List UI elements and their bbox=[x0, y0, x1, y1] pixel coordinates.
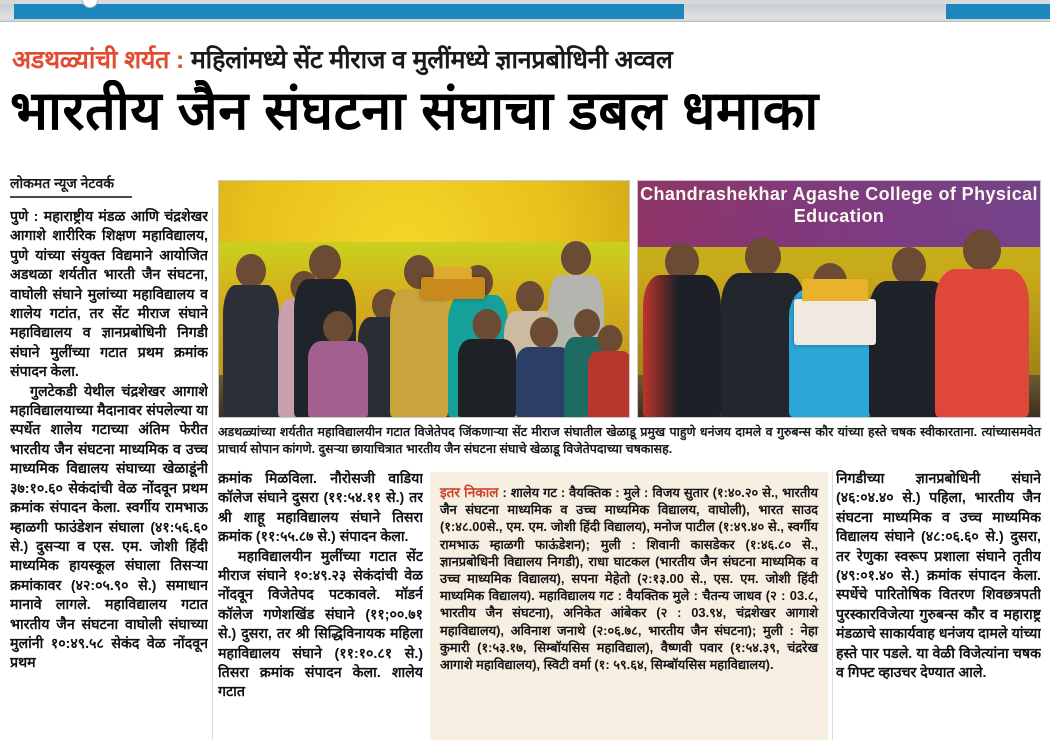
byline-rule bbox=[10, 196, 132, 198]
person-figure bbox=[457, 309, 517, 417]
photo-winning-team-with-trophy bbox=[637, 180, 1041, 418]
other-results-body: : शालेय गट : वैयक्तिक : मुले : विजय सुतार (१:४०.२० से., भारतीय जैन संघटना माध्यमिक व उच्च माध्यमिक विद्यालय, वाघोली), भारत साउद (१:४८.00से., एम. एम. जोशी हिंदी विद्यालय), मनोज पाटील (१:४९.४० से., स्वर्गीय रामभाऊ म्हाळगी फाऊंडेशन); मुली : शिवानी कासडेकर (१:४६.८० से., ज्ञानप्रबोधिनी विद्यालय निगडी), राधा घाटकल (भारतीय जैन संघटना माध्यमिक व उच्च माध्यमिक विद्यालय), सपना मेहेतो (२:१३.00 से., एस. एम. जोशी हिंदी माध्यमिक विद्यालय). महाविद्यालय गट : वैयक्तिक मुले : चैतन्य जाधव (२ : 03.८, भारतीय जैन संघटना), अनिकेत आंबेकर (२ : 03.९४, चंद्रशेखर आगाशे महाविद्यालय), अविनाश जनाथे (२:०६.७८, भारतीय जैन संघटना); मुली : नेहा कुमारी (१:५३.१७, सिम्बॉयसिस महाविद्याल), वैष्णवी पवार (१:५४.३९, चंद्ररेख आगाशे महाविद्यालय), स्विटी वर्मा (१: ५९.६४, सिम्बॉयसिस महाविद्यालय). bbox=[440, 485, 818, 673]
trophy-icon bbox=[421, 277, 485, 299]
paragraph: महाविद्यालयीन मुलींच्या गटात सेंट मीराज संघाने १०:४९.२३ सेकंदांची वेळ नोंदवून विजेतेपद पटकावले. मॉडर्न कॉलेज गणेशखिंड संघाने (११;००.७१ से.) दुसरा, तर श्री सिद्धिविनायक महिला महाविद्यालय संघाने (११:१०.८१ से.) तिसरा क्रमांक संपादन केला. शालेय गटात bbox=[218, 548, 423, 701]
article-column-1 bbox=[10, 208, 208, 740]
person-figure bbox=[223, 252, 279, 417]
paragraph: गुलटेकडी येथील चंद्रशेखर आगाशे महाविद्यालयाच्या मैदानावर संपलेल्या या स्पर्धेत शालेय गटाच्या अंतिम फेरीत भारतीय जैन संघटना माध्यमिक व उच्च माध्यमिक विद्यालय संघाच्या खेळाडूंनी ३७:१०.६० सेकंदांची वेळ नोंदवून प्रथम क्रमांक संपादन केला. स्वर्गीय रामभाऊ म्हाळगी फाउंडेशन संघाला (४१:५६.६० से.) दुसऱ्या व एस. एम. जोशी हिंदी माध्यमिक हायस्कूल संघाला तिसऱ्या क्रमांकावर (४२:०५.९० से.) समाधान मानावे लागले. महाविद्यालय गटात भारतीय जैन संघटना वाघोली संघाच्या मुलांनी १०:४९.५८ सेकंद वेळ नोंदवून प्रथम bbox=[10, 383, 208, 672]
article-column-4 bbox=[836, 470, 1041, 740]
page-headline: भारतीय जैन संघटना संघाचा डबल धमाका bbox=[10, 81, 819, 141]
scrollbar-thumb[interactable] bbox=[14, 4, 684, 19]
paragraph: पुणे : महाराष्ट्रीय मंडळ आणि चंद्रशेखर आगाशे शारीरिक शिक्षण महाविद्यालय, पुणे यांच्या संयुक्त विद्यमाने आयोजित अडथळा शर्यतीत भारती जैन संघटना, वाघोली संघाने मुलांच्या महाविद्यालय व शालेय गटांत, तर सेंट मीराज संघाने महाविद्यालय व ज्ञानप्रबोधिनी निगडी संघाने मुलींच्या गटात प्रथम क्रमांक संपादन केला. bbox=[10, 209, 208, 381]
photo-prize-ceremony-group bbox=[218, 180, 630, 418]
kicker-red-text: अडथळ्यांची शर्यत : bbox=[12, 46, 185, 74]
photo-banner-text: Chandrashekhar Agashe College of Physical Education bbox=[638, 181, 1040, 247]
scrollbar-thumb-secondary[interactable] bbox=[946, 4, 1050, 19]
athlete-figure bbox=[642, 239, 722, 417]
browser-horizontal-scrollbar[interactable] bbox=[0, 0, 1050, 22]
paragraph: क्रमांक मिळविला. नौरोसजी वाडिया कॉलेज संघाने दुसरा (११:५४.११ से.) तर श्री शाहू महाविद्यालय संघाने तिसरा क्रमांक (११:५५.८७ से.) संपादन केला. bbox=[218, 471, 423, 546]
newspaper-page bbox=[0, 22, 1050, 740]
byline: लोकमत न्यूज नेटवर्क bbox=[10, 175, 115, 191]
person-figure bbox=[307, 311, 369, 417]
column-divider bbox=[212, 208, 213, 740]
article-column-2 bbox=[218, 470, 423, 740]
person-figure bbox=[587, 325, 630, 417]
chief-guest-figure bbox=[934, 227, 1030, 417]
trophy-icon bbox=[794, 299, 876, 345]
other-results-text bbox=[440, 484, 818, 673]
photo-caption: अडथळ्यांच्या शर्यतीत महाविद्यालयीन गटात विजेतेपद जिंकणाऱ्या सेंट मीराज संघातील खेळाडू प्रमुख पाहुणे धनंजय दामले व गुरुबन्स कौर यांच्या हस्ते चषक स्वीकारताना. त्यांच्यासमवेत प्राचार्य सोपान कांगणे. दुसऱ्या छायाचित्रात भारतीय जैन संघटना संघाचे खेळाडू विजेतेपदाच्या चषकासह. bbox=[218, 425, 1041, 456]
paragraph: निगडीच्या ज्ञानप्रबोधिनी संघाने (४६:०४.४० से.) पहिला, भारतीय जैन संघटना माध्यमिक व उच्च माध्यमिक विद्यालय संघाने (४८:०६.६० से.) दुसरा, तर रेणुका स्वरूप प्रशाला संघाने तृतीय (४९:०१.४० से.) क्रमांक संपादन केला. स्पर्धेचे पारितोषिक वितरण शिवछत्रपती पुरस्कारविजेत्या गुरुबन्स कौर व महाराष्ट्र मंडळाचे साकार्यवाह धनंजय दामले यांच्या हस्ते पार पडले. या वेळी विजेत्यांना चषक व गिफ्ट व्हाउचर देण्यात आले. bbox=[836, 471, 1041, 682]
other-results-box bbox=[430, 472, 828, 740]
other-results-title: इतर निकाल bbox=[440, 485, 499, 500]
column-divider bbox=[832, 470, 833, 740]
kicker-black-text: महिलांमध्ये सेंट मीराज व मुलींमध्ये ज्ञानप्रबोधिनी अव्वल bbox=[184, 46, 673, 74]
kicker-line bbox=[12, 42, 1038, 76]
